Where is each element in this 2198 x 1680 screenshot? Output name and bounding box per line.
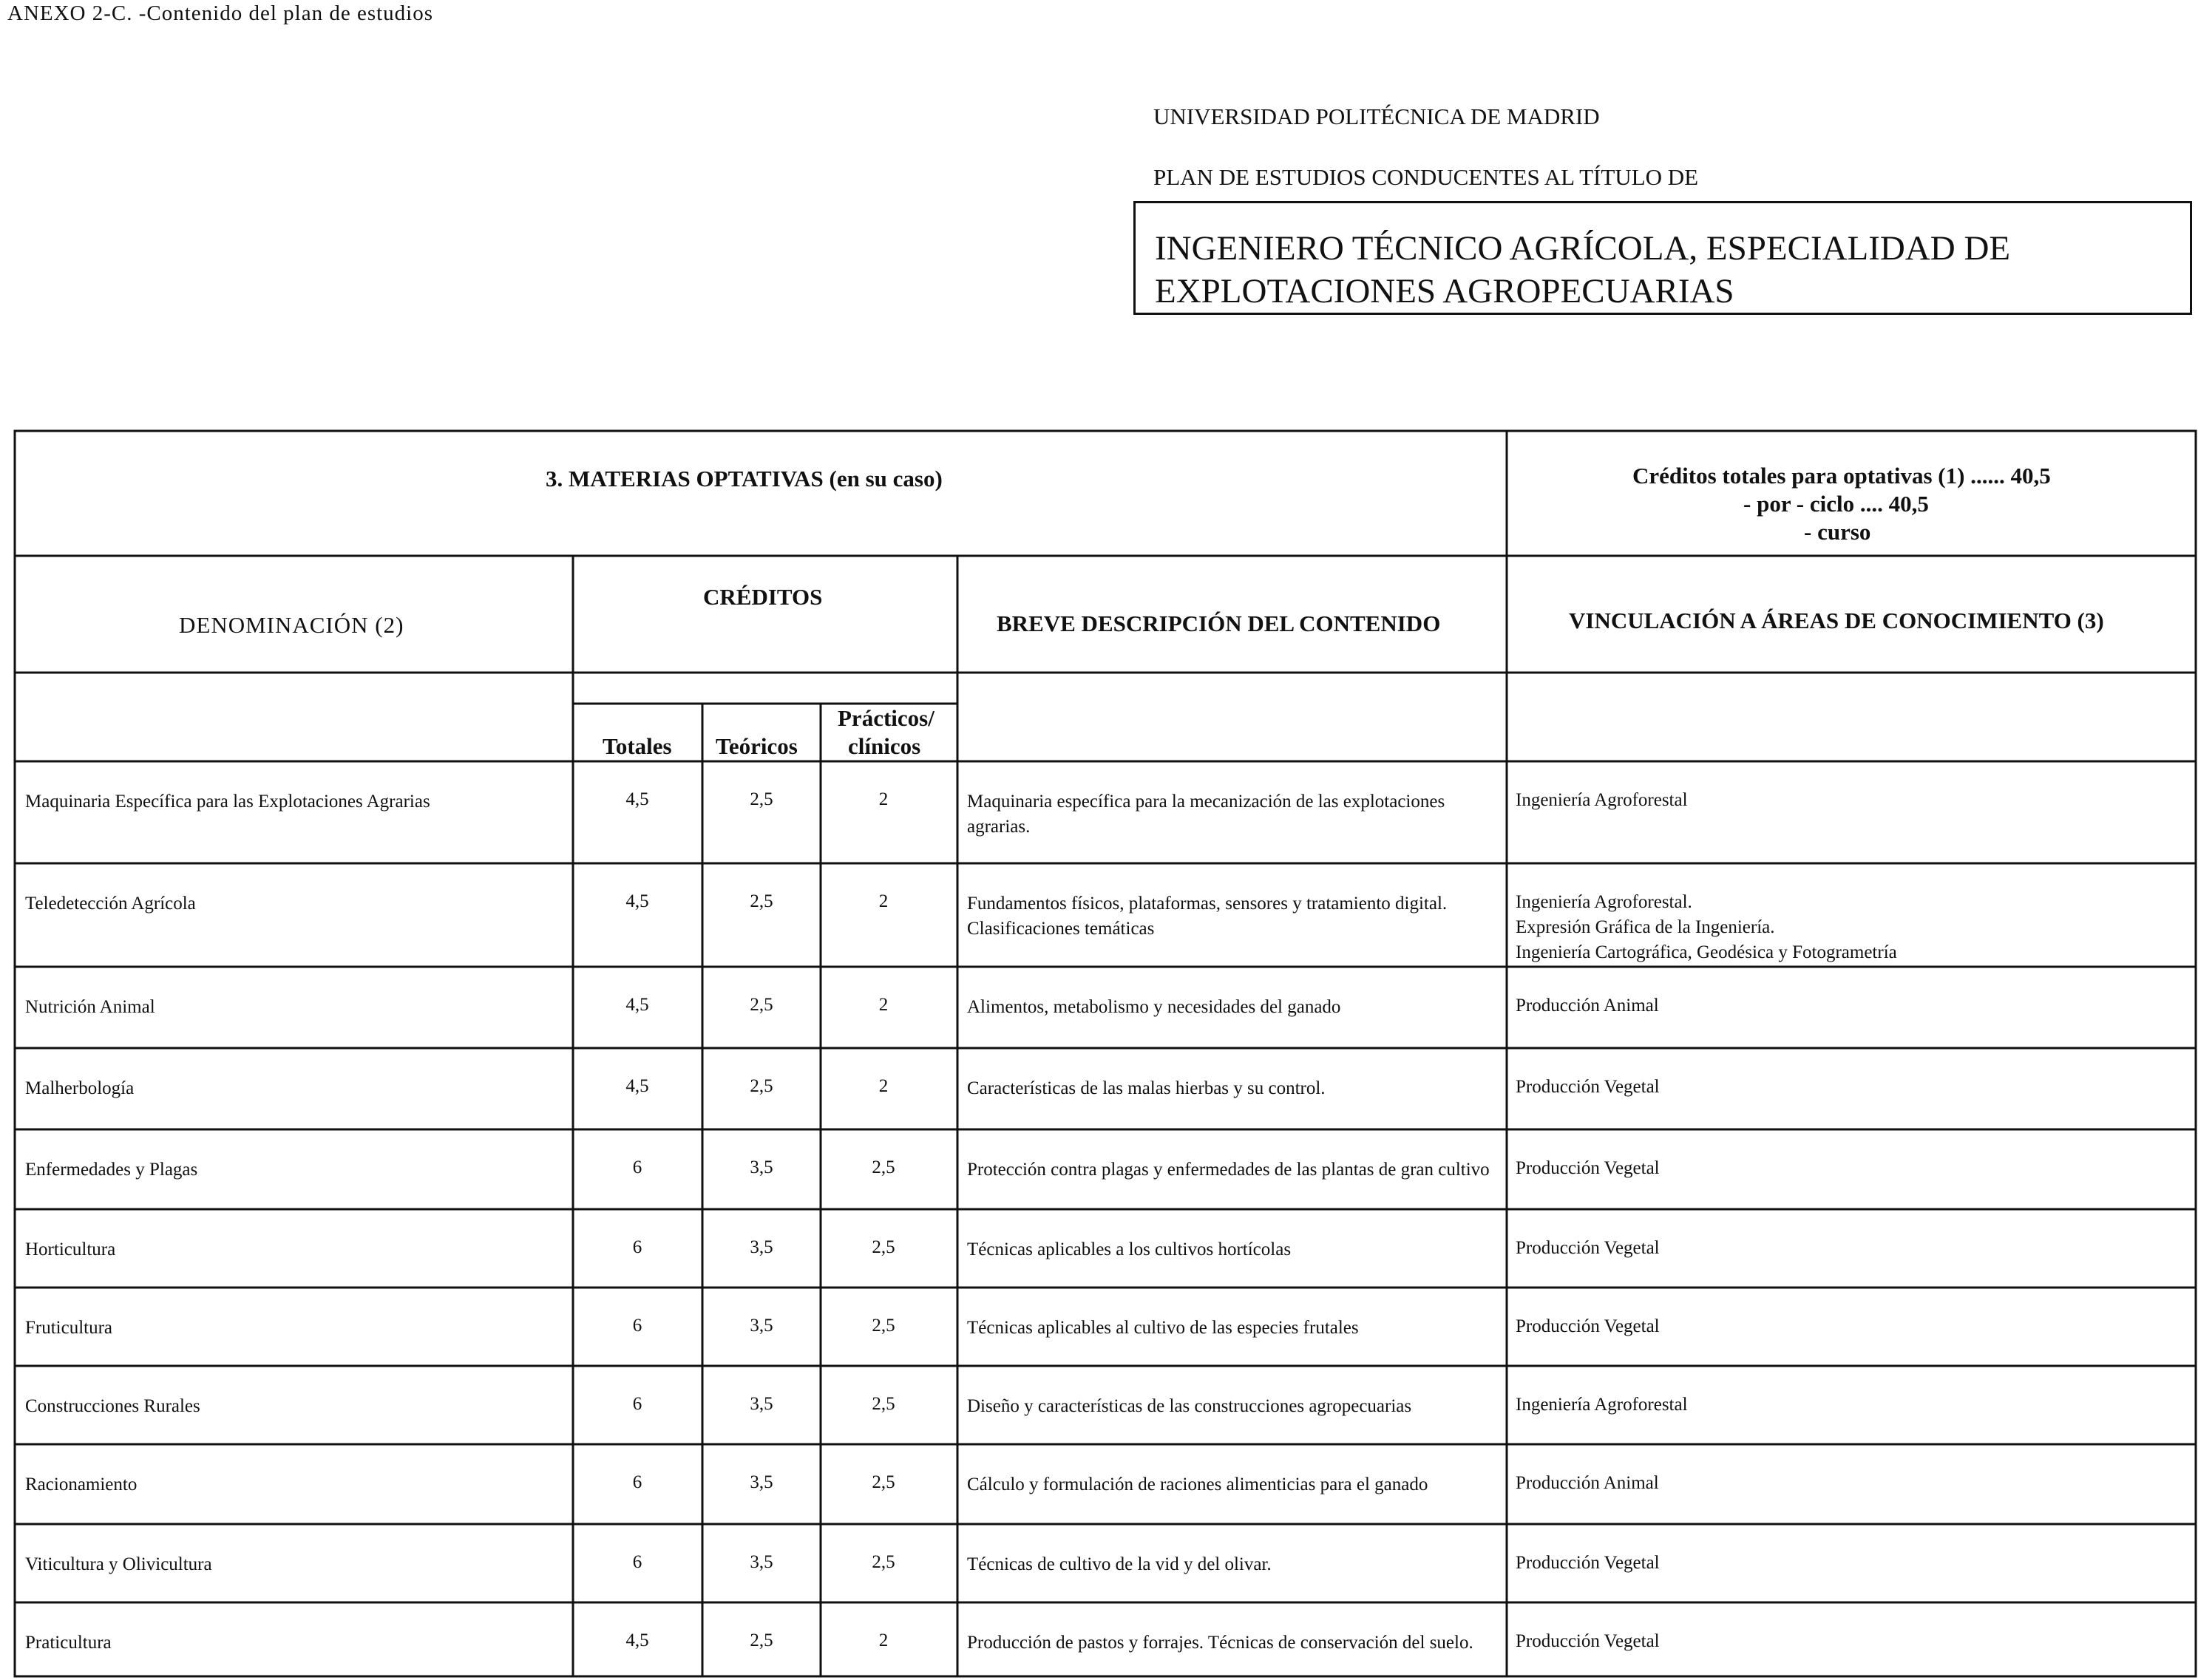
knowledge-area: Producción Vegetal (1516, 1553, 1660, 1573)
credits-total: 6 (632, 1552, 642, 1572)
credits-practice: 2 (878, 1076, 889, 1096)
degree-title-box (1133, 201, 2192, 315)
section-title: 3. MATERIAS OPTATIVAS (en su caso) (546, 466, 943, 492)
subject-name: Fruticultura (25, 1318, 113, 1338)
credits-theory: 3,5 (750, 1316, 773, 1336)
credits-theory: 3,5 (750, 1394, 773, 1414)
credits-practice: 2,5 (872, 1552, 895, 1572)
degree-title-line-2: EXPLOTACIONES AGROPECUARIAS (1155, 272, 1734, 310)
plan-heading: PLAN DE ESTUDIOS CONDUCENTES AL TÍTULO DE (1153, 164, 1699, 190)
credits-total: 4,5 (625, 891, 649, 911)
credits-practice: 2,5 (872, 1316, 895, 1336)
subject-name: Maquinaria Específica para las Explotaciones Agrarias (25, 792, 430, 812)
knowledge-area: Producción Vegetal (1516, 1077, 1660, 1097)
subject-description: Técnicas aplicables a los cultivos hortícolas (967, 1239, 1292, 1259)
credits-total: 6 (632, 1394, 642, 1414)
credits-theory: 2,5 (750, 789, 773, 809)
credits-course-text: - curso (1804, 519, 1871, 545)
credits-practice: 2,5 (872, 1237, 895, 1257)
subject-description: Técnicas de cultivo de la vid y del olivar. (967, 1554, 1272, 1574)
credits-cycle-text: - por - ciclo .... 40,5 (1743, 491, 1929, 517)
subject-name: Viticultura y Olivicultura (25, 1554, 212, 1574)
credits-practice: 2,5 (872, 1157, 895, 1177)
credits-total: 6 (632, 1237, 642, 1257)
credits-total: 6 (632, 1472, 642, 1492)
credits-practice: 2 (878, 789, 889, 809)
subject-description: Fundamentos físicos, plataformas, sensores y tratamiento digital. Clasificaciones temáticas (967, 894, 1448, 939)
knowledge-area: Ingeniería Cartográfica, Geodésica y Fotogrametría (1516, 942, 1897, 962)
credits-theory: 2,5 (750, 1630, 773, 1650)
knowledge-area: Ingeniería Agroforestal (1516, 1395, 1688, 1415)
subheader-practice-line-1: Prácticos/ (838, 705, 935, 731)
knowledge-area: Producción Animal (1516, 996, 1659, 1016)
subject-description: Maquinaria específica para la mecanización de las explotaciones agrarias. (967, 792, 1445, 837)
column-header-description: BREVE DESCRIPCIÓN DEL CONTENIDO (997, 611, 1441, 636)
credits-total-text: Créditos totales para optativas (1) ...... 40,5 (1632, 463, 2051, 489)
degree-title-line-1: INGENIERO TÉCNICO AGRÍCOLA, ESPECIALIDAD DE (1155, 229, 2011, 268)
credits-theory: 3,5 (750, 1552, 773, 1572)
university-name: UNIVERSIDAD POLITÉCNICA DE MADRID (1153, 103, 1600, 129)
credits-practice: 2,5 (872, 1394, 895, 1414)
subject-description: Protección contra plagas y enfermedades de las plantas de gran cultivo (967, 1160, 1490, 1180)
knowledge-area: Producción Vegetal (1516, 1238, 1660, 1258)
knowledge-area: Producción Vegetal (1516, 1631, 1660, 1651)
subheader-totals: Totales (603, 733, 672, 759)
credits-total: 4,5 (625, 789, 649, 809)
subject-description: Características de las malas hierbas y su control. (967, 1078, 1326, 1098)
column-header-areas: VINCULACIÓN A ÁREAS DE CONOCIMIENTO (3) (1569, 608, 2104, 633)
credits-total: 4,5 (625, 995, 649, 1015)
subject-name: Praticultura (25, 1633, 112, 1653)
credits-practice: 2 (878, 995, 889, 1015)
credits-practice: 2,5 (872, 1472, 895, 1492)
credits-total: 4,5 (625, 1630, 649, 1650)
credits-theory: 2,5 (750, 891, 773, 911)
credits-theory: 3,5 (750, 1472, 773, 1492)
subject-name: Teledetección Agrícola (25, 894, 196, 914)
knowledge-area: Producción Vegetal (1516, 1158, 1660, 1178)
credits-total: 4,5 (625, 1076, 649, 1096)
knowledge-area: Ingeniería Agroforestal (1516, 790, 1688, 810)
credits-total: 6 (632, 1316, 642, 1336)
credits-practice: 2 (878, 891, 889, 911)
credits-total: 6 (632, 1157, 642, 1177)
subject-name: Enfermedades y Plagas (25, 1160, 198, 1180)
subject-name: Racionamiento (25, 1475, 138, 1494)
knowledge-area: Ingeniería Agroforestal. (1516, 892, 1692, 912)
knowledge-area: Expresión Gráfica de la Ingeniería. (1516, 917, 1775, 937)
subject-name: Nutrición Animal (25, 997, 155, 1017)
subject-description: Cálculo y formulación de raciones alimenticias para el ganado (967, 1475, 1428, 1494)
subheader-practice-line-2: clínicos (848, 733, 921, 759)
knowledge-area: Producción Vegetal (1516, 1316, 1660, 1336)
subject-description: Técnicas aplicables al cultivo de las especies frutales (967, 1318, 1359, 1338)
column-header-credits: CRÉDITOS (703, 584, 823, 610)
credits-theory: 2,5 (750, 1076, 773, 1096)
column-header-name: DENOMINACIÓN (2) (179, 612, 404, 638)
subject-name: Horticultura (25, 1239, 116, 1259)
subject-description: Producción de pastos y forrajes. Técnicas de conservación del suelo. (967, 1633, 1473, 1653)
credits-theory: 3,5 (750, 1157, 773, 1177)
credits-theory: 2,5 (750, 995, 773, 1015)
subject-description: Alimentos, metabolismo y necesidades del ganado (967, 997, 1341, 1017)
credits-theory: 3,5 (750, 1237, 773, 1257)
subject-description: Diseño y características de las construcciones agropecuarias (967, 1396, 1412, 1416)
annex-title: ANEXO 2-C. -Contenido del plan de estudios (7, 1, 434, 25)
subheader-theory: Teóricos (716, 733, 798, 759)
credits-practice: 2 (878, 1630, 889, 1650)
subject-name: Construcciones Rurales (25, 1396, 200, 1416)
knowledge-area: Producción Animal (1516, 1473, 1659, 1493)
subject-name: Malherbología (25, 1078, 135, 1098)
